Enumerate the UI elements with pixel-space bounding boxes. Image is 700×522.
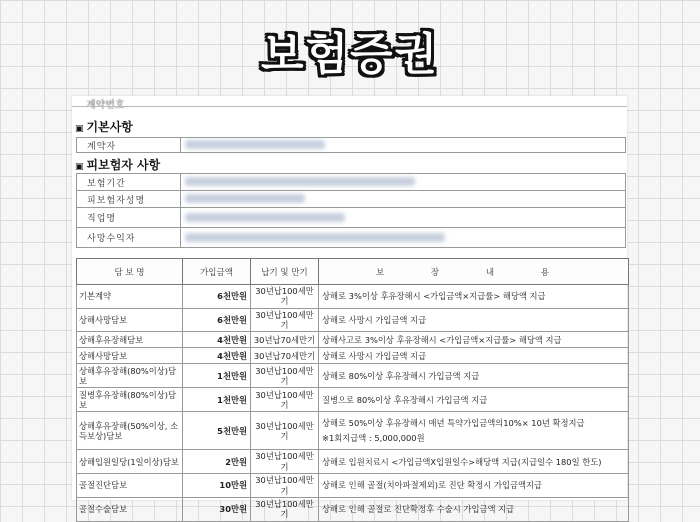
page-title: 보험증권 [260,29,439,80]
table-row [77,308,629,332]
header-amount: 가입금액 [183,259,251,285]
coverage-description: 상해로 인해 골절로 진단확정후 수술시 가입금액 지급 [319,497,629,521]
value-redacted [181,191,626,208]
label-insured-name: 피보험자성명 [77,191,181,208]
table-row [77,348,629,364]
header-cut-text: 계약번호 [86,100,125,111]
table-row [77,174,626,191]
value-redacted [181,228,626,248]
coverage-term: 30년납100세만기 [251,364,319,388]
coverage-name: 골절진단담보 [77,474,183,498]
coverage-amount: 10만원 [183,474,251,498]
label-policyholder: 계약자 [77,138,181,153]
coverage-description: 질병으로 80%이상 후유장해시 가입금액 지급 [319,388,629,412]
coverage-note: ※1회지급액 : 5,000,000원 [322,433,425,444]
coverage-term: 30년납100세만기 [251,388,319,412]
value-redacted [181,174,626,191]
coverage-name: 골절수술담보 [77,497,183,521]
table-row [77,228,626,248]
header-term: 납기 및 만기 [251,259,319,285]
table-row [77,474,629,498]
coverage-description: 상해로 사망시 가입금액 지급 [319,308,629,332]
coverage-amount: 2만원 [183,450,251,474]
coverage-name: 상해사망담보 [77,348,183,364]
coverage-amount: 30만원 [183,497,251,521]
table-row [77,332,629,348]
coverage-name: 상해사망담보 [77,308,183,332]
coverage-description: 상해로 80%이상 후유장해시 가입금액 지급 [319,364,629,388]
coverage-term: 30년납100세만기 [251,308,319,332]
value-redacted [181,208,626,228]
table-row [77,450,629,474]
label-insurance-period: 보험기간 [77,174,181,191]
section-insured-title: ▣ 피보험자 사항 [75,158,161,172]
coverage-amount: 6천만원 [183,285,251,309]
coverage-amount: 1천만원 [183,388,251,412]
insurance-policy-document [72,96,627,520]
basic-info-table [76,137,626,153]
table-row [77,191,626,208]
coverage-description: 상해사고로 3%이상 후유장해시 <가입금액×지급률> 해당액 지급 [319,332,629,348]
header-coverage-name: 담 보 명 [77,259,183,285]
header-description: 보 장 내 용 [319,259,629,285]
coverage-amount: 5천만원 [183,412,251,450]
coverage-table [76,258,629,522]
table-row [77,285,629,309]
coverage-description: 상해로 입원치료시 <가입금액X입원일수>해당액 지급(지급일수 180일 한도) [319,450,629,474]
table-header-row [77,259,629,285]
value-policyholder-redacted [181,138,626,153]
table-row [77,208,626,228]
coverage-amount: 4천만원 [183,348,251,364]
coverage-amount: 4천만원 [183,332,251,348]
coverage-description: 상해로 인해 골절(치아파절제외)로 진단 확정시 가입금액지급 [319,474,629,498]
table-row [77,364,629,388]
table-row [77,497,629,521]
header-divider [72,106,627,107]
coverage-amount: 6천만원 [183,308,251,332]
coverage-description: 상해로 3%이상 후유장해시 <가입금액×지급률> 해당액 지급 [319,285,629,309]
coverage-term: 30년납70세만기 [251,348,319,364]
coverage-description: 상해로 사망시 가입금액 지급 [319,348,629,364]
coverage-term: 30년납70세만기 [251,332,319,348]
coverage-term: 30년납100세만기 [251,497,319,521]
label-occupation: 직업명 [77,208,181,228]
coverage-description [319,412,629,450]
section-basic-title: ▣ 기본사항 [75,120,133,134]
coverage-name: 상해입원일당(1일이상)담보 [77,450,183,474]
coverage-term: 30년납100세만기 [251,285,319,309]
section-mark-icon: ▣ [75,162,84,172]
coverage-name: 상해후유장해(80%이상)담보 [77,364,183,388]
coverage-term: 30년납100세만기 [251,474,319,498]
section-mark-icon: ▣ [75,124,84,134]
coverage-name: 질병후유장해(80%이상)담보 [77,388,183,412]
coverage-description-text: 상해로 50%이상 후유장해시 매년 특약가입금액의10%× 10년 확정지급 [322,418,585,429]
coverage-amount: 1천만원 [183,364,251,388]
coverage-name: 상해후유장해담보 [77,332,183,348]
table-row [77,412,629,450]
coverage-term: 30년납100세만기 [251,412,319,450]
coverage-name: 기본계약 [77,285,183,309]
table-row [77,388,629,412]
coverage-term: 30년납100세만기 [251,450,319,474]
table-row [77,138,626,153]
coverage-name: 상해후유장해(50%이상, 소득보상)담보 [77,412,183,450]
insured-info-table [76,173,626,248]
label-death-beneficiary: 사망수익자 [77,228,181,248]
